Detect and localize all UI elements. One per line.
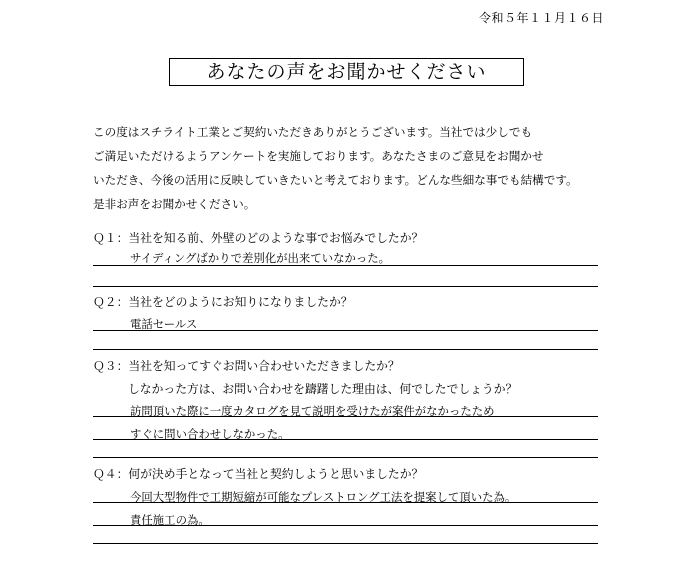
question-3-answer: 訪問頂いた際に一度カタログを見て説明を受けたが案件がなかったため	[130, 404, 495, 418]
question-1-answer: サイディングばかりで差別化が出来ていなかった。	[130, 251, 391, 265]
page-title: あなたの声をお聞かせください	[206, 60, 487, 83]
question-2-label: Ｑ２：当社をどのようにお知りになりましたか？	[93, 295, 353, 309]
intro-paragraph	[93, 120, 613, 216]
date: 令和５年１１月１６日	[478, 11, 604, 25]
question-2-answer: 電話セールス	[130, 317, 198, 331]
answer-line	[93, 543, 598, 544]
question-4-label: Ｑ４：何が決め手となって当社と契約しようと思いましたか？	[93, 467, 424, 481]
answer-line	[93, 349, 598, 350]
question-4-answer: 今回大型物件で工期短縮が可能なプレストロング工法を提案して頂いた為。	[130, 490, 517, 504]
title-box	[169, 58, 524, 86]
question-3-subtext: しなかった方は、お問い合わせを躊躇した理由は、何でしたでしょうか？	[128, 382, 518, 396]
question-1-label: Ｑ１：当社を知る前、外壁のどのような事でお悩みでしたか？	[93, 231, 424, 245]
answer-line	[93, 439, 598, 440]
answer-line	[93, 286, 598, 287]
question-3-answer: すぐに問い合わせしなかった。	[130, 427, 290, 441]
intro-line: 是非お声をお聞かせください。	[93, 197, 256, 211]
answer-line	[93, 330, 598, 331]
answer-line	[93, 416, 598, 417]
intro-line: いただき、今後の活用に反映していきたいと考えております。どんな些細な事でも結構です。	[93, 173, 578, 187]
answer-line	[93, 502, 598, 503]
question-4-answer: 責任施工の為。	[130, 513, 210, 527]
answer-line	[93, 525, 598, 526]
answer-line	[93, 457, 598, 458]
intro-line: この度はスチライト工業とご契約いただきありがとうございます。当社では少しでも	[93, 125, 533, 139]
intro-line: ご満足いただけるようアンケートを実施しております。あなたさまのご意見をお聞かせ	[93, 149, 544, 163]
question-3-label: Ｑ３：当社を知ってすぐお問い合わせいただきましたか？	[93, 359, 400, 373]
answer-line	[93, 265, 598, 266]
